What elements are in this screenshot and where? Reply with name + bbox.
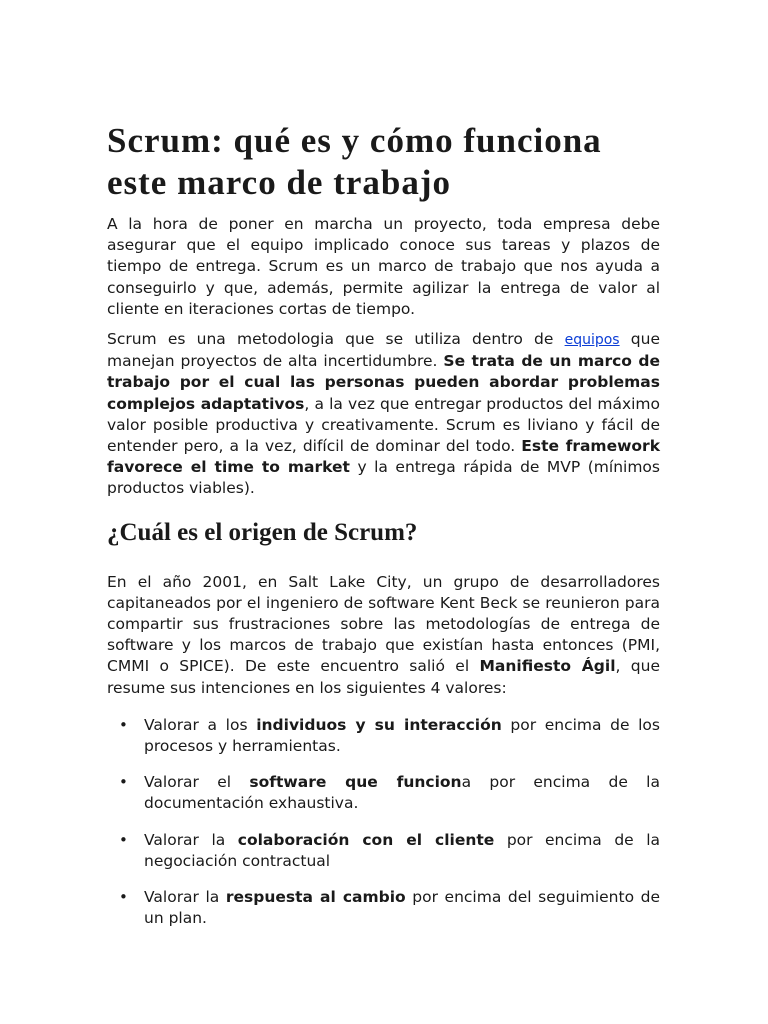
intro-paragraph: A la hora de poner en marcha un proyecto, toda empresa debe asegurar que el equipo implicado conoce sus tareas y plazos de tiempo de entrega. Scrum es un marco de trabajo que nos ayuda a conseguirlo y que, además, permite agilizar la entrega de valor al cliente en iteraciones cortas de tiempo. [107, 215, 660, 318]
bold-text: individuos y su interacción [256, 715, 502, 734]
text-span: por encima del seguimiento de un plan. [144, 888, 660, 928]
text-span: por encima de la negociación contractual [144, 830, 660, 870]
bullet-icon: • [119, 715, 128, 734]
text-span: Valorar la [144, 888, 226, 907]
text-span: , que resume sus intenciones en los siguientes 4 valores: [107, 657, 660, 697]
bold-text: Se trata de un marco de trabajo por el cual las personas pueden abordar problemas complejos adaptativos [107, 352, 660, 413]
text-span: Scrum es una metodologia que se utiliza dentro de [107, 330, 565, 349]
bold-text: colaboración con el cliente [237, 830, 495, 849]
text-span: En el año 2001, en Salt Lake City, un grupo de desarrolladores capitaneados por el ingeniero de software Kent Beck se reunieron para compartir sus frustraciones sobre las metodologías de entrega de software y los marcos de trabajo que existían hasta entonces (PMI, CMMI o SPICE). De este encuentro salió el [107, 572, 660, 676]
bullet-icon: • [119, 888, 128, 907]
bold-text: Manifiesto Ágil [479, 657, 616, 676]
scrum-definition-paragraph [107, 329, 660, 500]
list-item [107, 772, 660, 814]
text-span: a por encima de la documentación exhaustiva. [144, 773, 660, 813]
text-span: que manejan proyectos de alta incertidumbre. [107, 330, 660, 371]
bold-text: Este framework favorece el time to market [107, 437, 661, 477]
text-span: Valorar a los [144, 715, 257, 734]
text-span: Valorar la [144, 830, 238, 849]
list-item [107, 830, 660, 872]
values-list [107, 715, 660, 930]
list-item [107, 715, 660, 757]
bullet-icon: • [119, 773, 128, 792]
origin-paragraph [107, 572, 660, 699]
page-title: Scrum: qué es y cómo funciona este marco de trabajo [107, 121, 602, 202]
text-span: Valorar el [144, 773, 250, 792]
section-heading: ¿Cuál es el origen de Scrum? [107, 518, 418, 546]
text-span: por encima de los procesos y herramientas. [144, 715, 660, 756]
bold-text: software que funcion [249, 773, 462, 792]
document-page [107, 120, 660, 944]
text-span: , a la vez que entregar productos del máximo valor posible productiva y creativamente. Scrum es liviano y fácil de entender pero, a la vez, difícil de dominar del todo. [107, 394, 661, 456]
list-item [107, 887, 660, 929]
text-span: y la entrega rápida de MVP (mínimos productos viables). [107, 458, 660, 498]
bold-text: respuesta al cambio [225, 888, 406, 907]
bullet-icon: • [119, 830, 128, 849]
equipos-link[interactable]: equipos [564, 332, 620, 349]
